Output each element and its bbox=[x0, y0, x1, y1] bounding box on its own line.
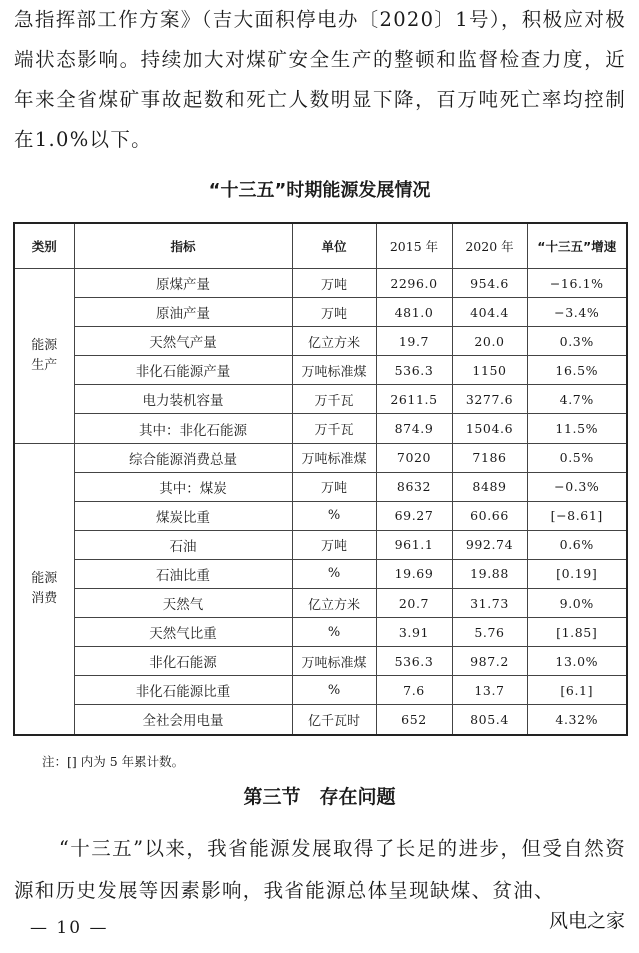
unit-cell: % bbox=[292, 559, 376, 588]
value-2020-cell: 60.66 bbox=[452, 501, 527, 530]
value-2020-cell: 1504.6 bbox=[452, 414, 527, 443]
header-2020: 2020 年 bbox=[452, 223, 527, 269]
table-body bbox=[14, 269, 627, 735]
value-2015-cell: 536.3 bbox=[376, 356, 452, 385]
value-2015-cell: 652 bbox=[376, 705, 452, 735]
value-2020-cell: 19.88 bbox=[452, 559, 527, 588]
category-cell: 能源 生产 bbox=[14, 269, 74, 444]
value-2020-cell: 404.4 bbox=[452, 298, 527, 327]
growth-cell: 4.32% bbox=[527, 705, 627, 735]
unit-cell: 万千瓦 bbox=[292, 414, 376, 443]
value-2015-cell: 2296.0 bbox=[376, 269, 452, 298]
header-category: 类别 bbox=[14, 223, 74, 269]
growth-cell: −0.3% bbox=[527, 472, 627, 501]
indicator-cell: 原油产量 bbox=[74, 298, 292, 327]
table-row bbox=[14, 647, 627, 676]
value-2015-cell: 874.9 bbox=[376, 414, 452, 443]
growth-cell: −16.1% bbox=[527, 269, 627, 298]
growth-cell: 0.6% bbox=[527, 530, 627, 559]
indicator-cell: 天然气比重 bbox=[74, 618, 292, 647]
value-2020-cell: 31.73 bbox=[452, 589, 527, 618]
body-paragraph bbox=[14, 828, 626, 912]
table-row bbox=[14, 676, 627, 705]
unit-cell: % bbox=[292, 676, 376, 705]
indicator-cell: 天然气产量 bbox=[74, 327, 292, 356]
value-2020-cell: 1150 bbox=[452, 356, 527, 385]
indicator-cell: 非化石能源比重 bbox=[74, 676, 292, 705]
growth-cell: −3.4% bbox=[527, 298, 627, 327]
header-2015: 2015 年 bbox=[376, 223, 452, 269]
indicator-cell: 其中：煤炭 bbox=[74, 472, 292, 501]
indicator-cell: 综合能源消费总量 bbox=[74, 443, 292, 472]
indicator-cell: 非化石能源 bbox=[74, 647, 292, 676]
unit-cell: 万吨标准煤 bbox=[292, 356, 376, 385]
table-row bbox=[14, 443, 627, 472]
table-row bbox=[14, 705, 627, 735]
value-2015-cell: 20.7 bbox=[376, 589, 452, 618]
unit-cell: 万吨 bbox=[292, 269, 376, 298]
indicator-cell: 原煤产量 bbox=[74, 269, 292, 298]
growth-cell: 0.3% bbox=[527, 327, 627, 356]
value-2015-cell: 3.91 bbox=[376, 618, 452, 647]
unit-cell: 亿立方米 bbox=[292, 327, 376, 356]
value-2015-cell: 69.27 bbox=[376, 501, 452, 530]
table-title: “十三五”时期能源发展情况 bbox=[208, 180, 431, 201]
unit-cell: % bbox=[292, 618, 376, 647]
growth-cell: 9.0% bbox=[527, 589, 627, 618]
value-2020-cell: 3277.6 bbox=[452, 385, 527, 414]
growth-cell: [1.85] bbox=[527, 618, 627, 647]
unit-cell: % bbox=[292, 501, 376, 530]
indicator-cell: 石油 bbox=[74, 530, 292, 559]
unit-cell: 亿千瓦时 bbox=[292, 705, 376, 735]
growth-cell: 11.5% bbox=[527, 414, 627, 443]
growth-cell: 13.0% bbox=[527, 647, 627, 676]
header-growth: “十三五”增速 bbox=[527, 223, 627, 269]
table-row bbox=[14, 356, 627, 385]
value-2015-cell: 536.3 bbox=[376, 647, 452, 676]
category-cell: 能源 消费 bbox=[14, 443, 74, 734]
indicator-cell: 电力装机容量 bbox=[74, 385, 292, 414]
table-row bbox=[14, 589, 627, 618]
body-text: “十三五”以来，我省能源发展取得了长足的进步，但受自然资源和历史发展等因素影响，我省能源总体呈现缺煤、贫油、 bbox=[14, 837, 626, 902]
table-row bbox=[14, 385, 627, 414]
growth-cell: [0.19] bbox=[527, 559, 627, 588]
value-2015-cell: 8632 bbox=[376, 472, 452, 501]
table-header-row bbox=[14, 223, 627, 269]
value-2015-cell: 961.1 bbox=[376, 530, 452, 559]
value-2015-cell: 2611.5 bbox=[376, 385, 452, 414]
value-2020-cell: 954.6 bbox=[452, 269, 527, 298]
value-2015-cell: 7.6 bbox=[376, 676, 452, 705]
indicator-cell: 非化石能源产量 bbox=[74, 356, 292, 385]
indicator-cell: 全社会用电量 bbox=[74, 705, 292, 735]
growth-cell: 4.7% bbox=[527, 385, 627, 414]
intro-text: 急指挥部工作方案》（吉大面积停电办〔2020〕1号），积极应对极端状态影响。持续加大对煤矿安全生产的整顿和监督检查力度，近年来全省煤矿事故起数和死亡人数明显下降，百万吨死亡率均控制在1.0%以下。 bbox=[14, 8, 626, 151]
value-2020-cell: 992.74 bbox=[452, 530, 527, 559]
value-2015-cell: 19.69 bbox=[376, 559, 452, 588]
unit-cell: 万吨标准煤 bbox=[292, 647, 376, 676]
unit-cell: 万吨标准煤 bbox=[292, 443, 376, 472]
value-2020-cell: 20.0 bbox=[452, 327, 527, 356]
value-2020-cell: 13.7 bbox=[452, 676, 527, 705]
header-unit: 单位 bbox=[292, 223, 376, 269]
value-2015-cell: 7020 bbox=[376, 443, 452, 472]
table-note: 注：[] 内为 5 年累计数。 bbox=[42, 754, 185, 769]
table-row bbox=[14, 472, 627, 501]
unit-cell: 万千瓦 bbox=[292, 385, 376, 414]
value-2020-cell: 5.76 bbox=[452, 618, 527, 647]
page-number: — 10 — bbox=[30, 918, 109, 938]
indicator-cell: 煤炭比重 bbox=[74, 501, 292, 530]
table-row bbox=[14, 269, 627, 298]
growth-cell: 16.5% bbox=[527, 356, 627, 385]
table-row bbox=[14, 414, 627, 443]
watermark-text: 风电之家 bbox=[548, 910, 625, 932]
value-2020-cell: 7186 bbox=[452, 443, 527, 472]
unit-cell: 亿立方米 bbox=[292, 589, 376, 618]
header-indicator: 指标 bbox=[74, 223, 292, 269]
value-2020-cell: 8489 bbox=[452, 472, 527, 501]
intro-paragraph bbox=[14, 0, 626, 160]
table-row bbox=[14, 501, 627, 530]
indicator-cell: 天然气 bbox=[74, 589, 292, 618]
table-row bbox=[14, 618, 627, 647]
growth-cell: 0.5% bbox=[527, 443, 627, 472]
table-row bbox=[14, 327, 627, 356]
section-title: 第三节 存在问题 bbox=[243, 786, 396, 808]
table-row bbox=[14, 298, 627, 327]
energy-table bbox=[13, 222, 628, 736]
value-2015-cell: 19.7 bbox=[376, 327, 452, 356]
value-2020-cell: 805.4 bbox=[452, 705, 527, 735]
value-2015-cell: 481.0 bbox=[376, 298, 452, 327]
table-row bbox=[14, 559, 627, 588]
indicator-cell: 其中：非化石能源 bbox=[74, 414, 292, 443]
growth-cell: [−8.61] bbox=[527, 501, 627, 530]
unit-cell: 万吨 bbox=[292, 530, 376, 559]
unit-cell: 万吨 bbox=[292, 298, 376, 327]
indicator-cell: 石油比重 bbox=[74, 559, 292, 588]
unit-cell: 万吨 bbox=[292, 472, 376, 501]
table-row bbox=[14, 530, 627, 559]
growth-cell: [6.1] bbox=[527, 676, 627, 705]
value-2020-cell: 987.2 bbox=[452, 647, 527, 676]
